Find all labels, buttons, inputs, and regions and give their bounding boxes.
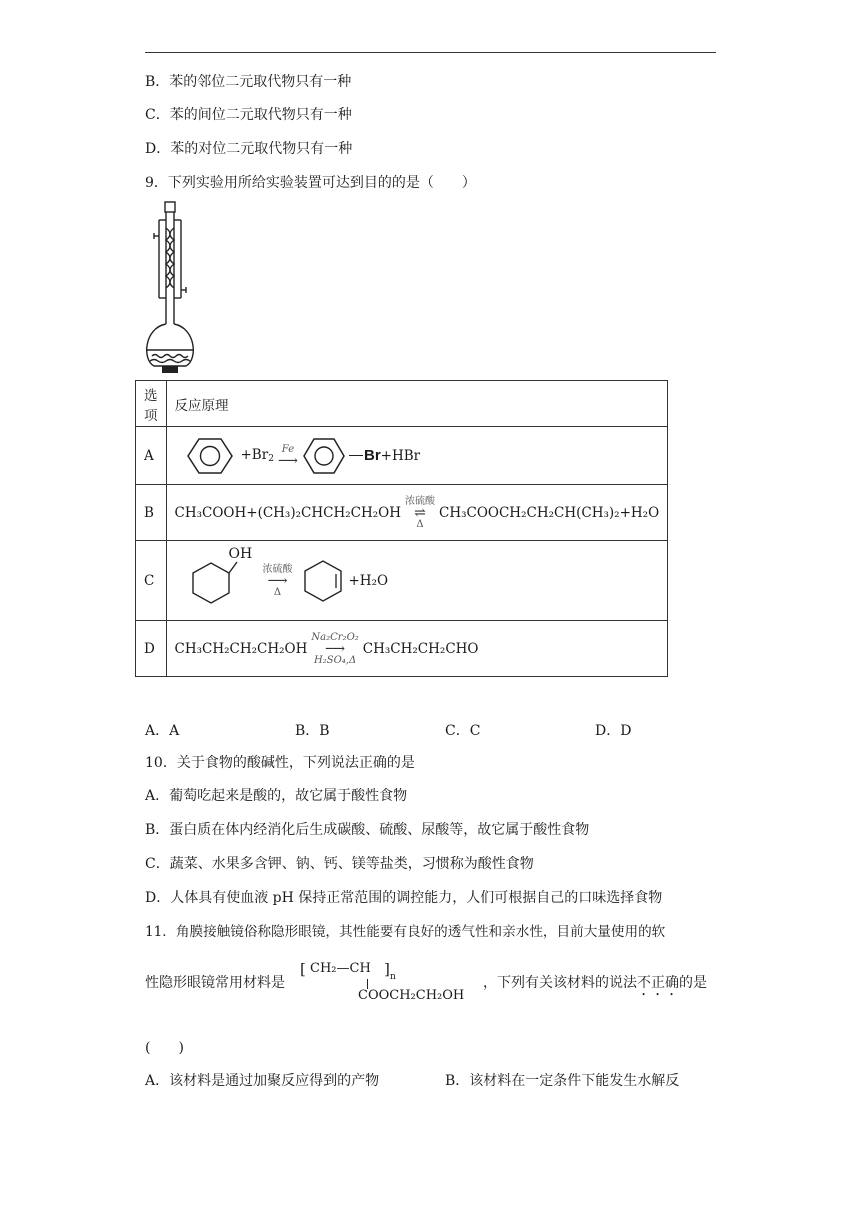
header-principle: 反应原理 <box>166 381 668 427</box>
q9-option-c: C．C <box>445 723 481 739</box>
q11-option-b: B．该材料在一定条件下能发生水解反 <box>445 1073 680 1089</box>
row-a-product: +HBr <box>380 447 421 464</box>
cyclohexene-ring-icon <box>301 556 345 606</box>
table-row-d <box>136 621 668 677</box>
row-a-reactant: $+Br_2$ <box>240 447 274 464</box>
q10-option-d: D．人体具有使血液 pH 保持正常范围的调控能力，人们可根据自己的口味选择食物 <box>145 890 663 906</box>
polymer-repeat-n: n <box>390 972 396 982</box>
q10-option-a: A．葡萄吃起来是酸的，故它属于酸性食物 <box>145 788 408 804</box>
row-d-reaction <box>166 621 668 677</box>
q9-option-b: B．B <box>295 723 330 739</box>
benzene-icon <box>185 436 235 476</box>
q10-stem: 10．关于食物的酸碱性，下列说法正确的是 <box>145 755 415 771</box>
cyclohexanol-structure <box>183 545 255 614</box>
row-b-arrow: 浓硫酸 ⇌ Δ <box>405 495 435 530</box>
table-header-row <box>136 381 668 427</box>
table-row-b <box>136 485 668 541</box>
q9-stem: 9．下列实验用所给实验装置可达到目的的是（ ） <box>145 175 476 191</box>
q11-stem-post: ，下列有关该材料的说法不正确的是 <box>483 975 707 991</box>
hydroxyl-label: OH <box>228 545 253 562</box>
bond-line <box>349 455 363 456</box>
row-c-key: C <box>136 541 167 621</box>
q9-option-a: A．A <box>145 723 180 739</box>
row-c-reaction <box>166 541 668 621</box>
q8-option-c: C．苯的间位二元取代物只有一种 <box>145 107 352 123</box>
q11-answer-paren: ( ) <box>145 1040 184 1056</box>
q11-option-a: A．该材料是通过加聚反应得到的产物 <box>145 1073 380 1089</box>
row-b-reaction <box>166 485 668 541</box>
header-option: 选项 <box>136 381 167 427</box>
reflux-apparatus-image <box>140 200 210 378</box>
polymer-close-bracket: ] <box>384 960 390 978</box>
row-d-product: CH₃CH₂CH₂CHO <box>362 640 479 657</box>
table-row-a <box>136 427 668 485</box>
row-c-product: +H₂O <box>348 572 389 589</box>
row-d-reactant: CH₃CH₂CH₂CH₂OH <box>174 640 308 657</box>
q11-stem-pre: 性隐形眼镜常用材料是 <box>145 975 285 991</box>
bromobenzene-ring-icon <box>302 436 348 476</box>
q11-stem-line1: 11．角膜接触镜俗称隐形眼镜，其性能要有良好的透气性和亲水性，目前大量使用的软 <box>145 924 666 940</box>
row-a-br: Br <box>364 447 381 464</box>
reaction-table <box>135 380 668 677</box>
row-b-key: B <box>136 485 167 541</box>
row-d-arrow: Na₂Cr₂O₂ ⟶ H₂SO₄,Δ <box>311 631 359 666</box>
row-a-reaction <box>166 427 668 485</box>
row-b-products: CH₃COOCH₂CH₂CH(CH₃)₂+H₂O <box>439 504 660 521</box>
row-a-key: A <box>136 427 167 485</box>
header-rule <box>145 52 716 53</box>
q10-option-c: C．蔬菜、水果多含钾、钠、钙、镁等盐类，习惯称为酸性食物 <box>145 856 534 872</box>
table-row-c <box>136 541 668 621</box>
polymer-structure <box>300 958 480 1008</box>
row-b-reactants: CH₃COOH+(CH₃)₂CHCH₂CH₂OH <box>174 504 401 521</box>
row-d-key: D <box>136 621 167 677</box>
q8-option-d: D．苯的对位二元取代物只有一种 <box>145 141 353 157</box>
emphasis-not-correct: 不正确 <box>637 975 679 991</box>
polymer-side-chain: COOCH₂CH₂OH <box>358 988 465 1003</box>
row-c-arrow: 浓硫酸 ⟶ Δ <box>262 563 293 598</box>
polymer-backbone: CH₂—CH <box>310 961 371 976</box>
row-a-arrow: Fe ⟶ <box>277 444 298 469</box>
polymer-open-bracket: [ <box>300 960 306 978</box>
q8-option-b: B．苯的邻位二元取代物只有一种 <box>145 74 352 90</box>
q10-option-b: B．蛋白质在体内经消化后生成碳酸、硫酸、尿酸等，故它属于酸性食物 <box>145 822 590 838</box>
q9-option-d: D．D <box>595 723 632 739</box>
